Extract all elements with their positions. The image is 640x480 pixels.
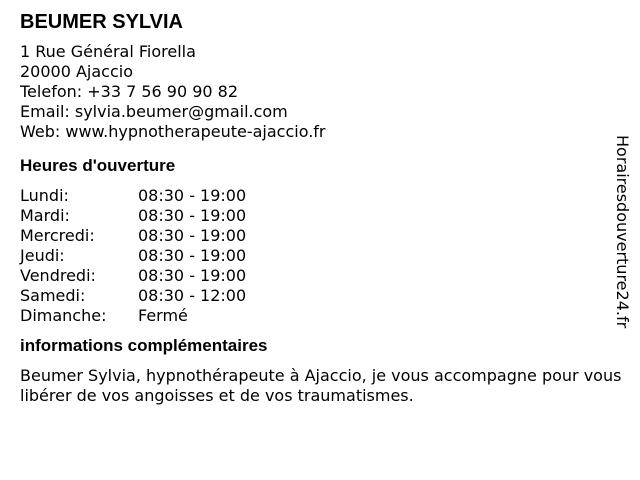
hours-row-thursday (20, 246, 615, 266)
day-label: Mercredi: (20, 226, 95, 245)
day-label: Samedi: (20, 286, 86, 305)
time-value: 08:30 - 19:00 (138, 266, 247, 285)
hours-row-tuesday (20, 206, 615, 226)
business-card (20, 10, 622, 406)
address-line-2: 20000 Ajaccio (20, 62, 134, 81)
web-line: Web: www.hypnotherapeute-ajaccio.fr (20, 122, 326, 141)
day-label: Dimanche: (20, 306, 107, 325)
time-value: 08:30 - 19:00 (138, 246, 247, 265)
email-line: Email: sylvia.beumer@gmail.com (20, 102, 288, 121)
hours-row-saturday (20, 286, 615, 306)
time-value: Fermé (138, 306, 188, 325)
info-heading: informations complémentaires (20, 336, 268, 355)
hours-heading: Heures d'ouverture (20, 156, 176, 175)
business-name: BEUMER SYLVIA (20, 11, 183, 33)
address-line-1: 1 Rue Général Fiorella (20, 42, 196, 61)
day-label: Vendredi: (20, 266, 96, 285)
time-value: 08:30 - 12:00 (138, 286, 247, 305)
time-value: 08:30 - 19:00 (138, 186, 247, 205)
day-label: Mardi: (20, 206, 70, 225)
day-label: Lundi: (20, 186, 69, 205)
time-value: 08:30 - 19:00 (138, 206, 247, 225)
hours-row-friday (20, 266, 615, 286)
hours-row-monday (20, 186, 615, 206)
day-label: Jeudi: (20, 246, 65, 265)
hours-row-wednesday (20, 226, 615, 246)
site-watermark: Horairesdouverture24.fr (613, 135, 632, 329)
hours-table (20, 186, 615, 326)
phone-line: Telefon: +33 7 56 90 90 82 (20, 82, 239, 101)
time-value: 08:30 - 19:00 (138, 226, 247, 245)
hours-row-sunday (20, 306, 615, 326)
info-text: Beumer Sylvia, hypnothérapeute à Ajaccio, je vous accompagne pour vous libérer de vos angoisses et de vos traumatismes. (20, 366, 622, 405)
